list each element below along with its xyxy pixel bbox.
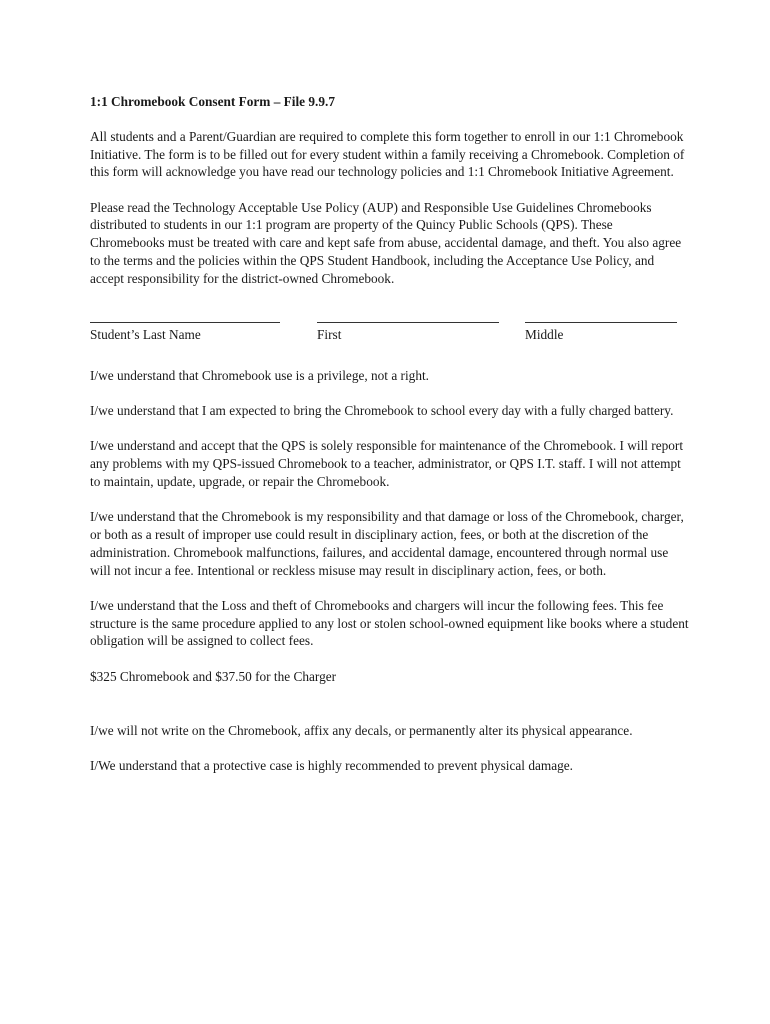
- fee-amounts: $325 Chromebook and $37.50 for the Charger: [90, 668, 337, 684]
- first-name-signature-line[interactable]: [317, 322, 499, 323]
- middle-name-field[interactable]: [525, 322, 677, 344]
- privilege-statement: I/we understand that Chromebook use is a privilege, not a right.: [90, 367, 429, 383]
- student-name-fields: [90, 322, 690, 350]
- middle-name-label: Middle: [525, 326, 564, 342]
- last-name-signature-line[interactable]: [90, 322, 280, 323]
- form-title: 1:1 Chromebook Consent Form – File 9.9.7: [90, 94, 335, 109]
- policy-paragraph: Please read the Technology Acceptable Use Policy (AUP) and Responsible Use Guidelines Chromebooks distributed to students in our 1:1 program are property of the Quincy Public Schools (QPS). These Chromebooks must be treated with care and kept safe from abuse, accidental damage, and theft. You also agree to the terms and the policies within the QPS Student Handbook, including the Acceptance Use Policy, and accept responsibility for the district-owned Chromebook.: [90, 199, 682, 286]
- first-name-field[interactable]: [317, 322, 499, 344]
- first-name-label: First: [317, 326, 342, 342]
- appearance-statement: I/we will not write on the Chromebook, affix any decals, or permanently alter its physical appearance.: [90, 722, 633, 738]
- protective-case-statement: I/We understand that a protective case is highly recommended to prevent physical damage.: [90, 757, 573, 773]
- loss-fees-statement: I/we understand that the Loss and theft of Chromebooks and chargers will incur the following fees. This fee structure is the same procedure applied to any lost or stolen school-owned equipment like books where a student obligation will be assigned to collect fees.: [90, 597, 689, 649]
- consent-form-page: [90, 93, 690, 792]
- last-name-label: Student’s Last Name: [90, 326, 201, 342]
- responsibility-statement: I/we understand that the Chromebook is my responsibility and that damage or loss of the Chromebook, charger, or both as a result of improper use could result in disciplinary action, fees, or both at the discretion of the administration. Chromebook malfunctions, failures, and accidental damage, encountered through normal use will not incur a fee. Intentional or reckless misuse may result in disciplinary action, fees, or both.: [90, 509, 684, 578]
- last-name-field[interactable]: [90, 322, 280, 344]
- battery-statement: I/we understand that I am expected to bring the Chromebook to school every day with a fully charged battery.: [90, 402, 674, 418]
- middle-name-signature-line[interactable]: [525, 322, 677, 323]
- maintenance-statement: I/we understand and accept that the QPS is solely responsible for maintenance of the Chromebook. I will report any problems with my QPS-issued Chromebook to a teacher, administrator, or QPS I.T. staff. I will not attempt to maintain, update, upgrade, or repair the Chromebook.: [90, 438, 684, 489]
- intro-paragraph: All students and a Parent/Guardian are required to complete this form together to enroll in our 1:1 Chromebook Initiative. The form is to be filled out for every student within a family receiving a Chromebook. Completion of this form will acknowledge you have read our technology policies and 1:1 Chromebook Initiative Agreement.: [90, 128, 685, 180]
